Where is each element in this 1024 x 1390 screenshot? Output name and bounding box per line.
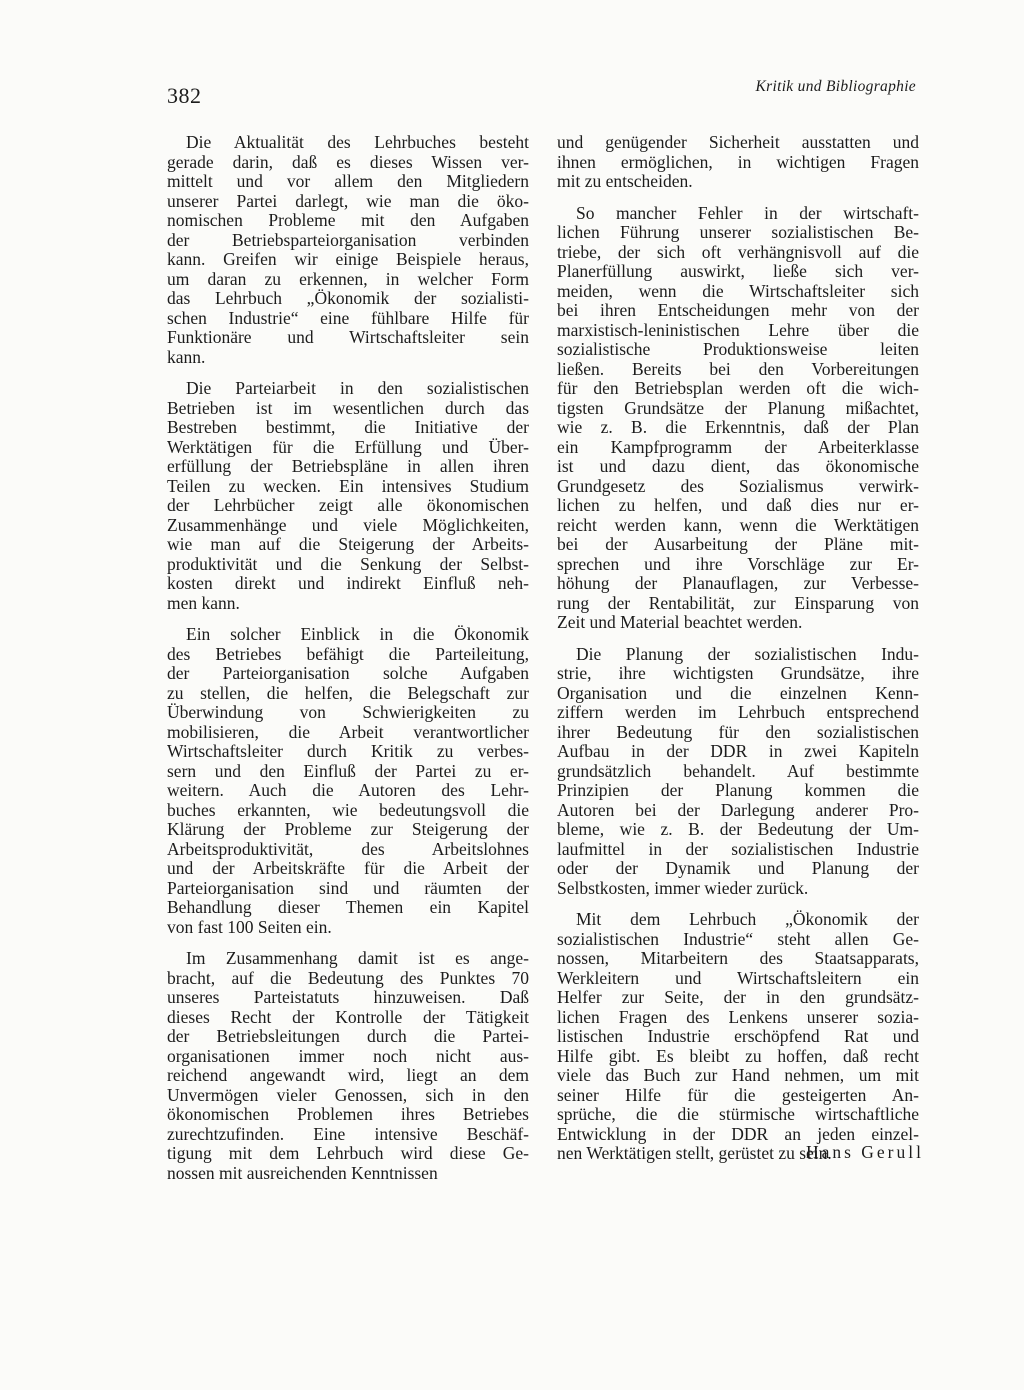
text-line: mittelt und vor allem den Mitgliedern bbox=[167, 172, 529, 191]
text-line: um daran zu erkennen, in welcher Form bbox=[167, 269, 529, 289]
text-line: Im Zusammenhang damit ist es ange- bbox=[186, 949, 529, 968]
text-line: bracht, auf die Bedeutung des Punktes 70 bbox=[167, 968, 529, 988]
paragraph-gap bbox=[557, 898, 919, 910]
text-line: unserer Partei darlegt, wie man die öko- bbox=[167, 191, 529, 211]
text-line: tigung mit dem Lehrbuch wird diese Ge- bbox=[167, 1144, 529, 1163]
text-line: ihnen ermöglichen, in wichtigen Fragen bbox=[557, 152, 919, 172]
text-line: schen Industrie“ eine fühlbare Hilfe für bbox=[167, 308, 529, 328]
paragraph bbox=[557, 204, 919, 633]
text-line: Klärung der Probleme zur Steigerung der bbox=[167, 820, 529, 839]
right-column bbox=[557, 133, 919, 1164]
text-line: ziffern werden im Lehrbuch entsprechend bbox=[557, 703, 919, 722]
text-line: laufmittel in der sozialistischen Industrie bbox=[557, 839, 919, 859]
text-line: und genügender Sicherheit ausstatten und bbox=[557, 133, 919, 152]
text-line: Autoren bei der Darlegung anderer Pro- bbox=[557, 800, 919, 820]
text-line: Planerfüllung auswirkt, ließe sich ver- bbox=[557, 262, 919, 281]
text-line: ist und dazu dient, das ökonomische bbox=[557, 457, 919, 476]
text-line: unseres Parteistatuts hinzuweisen. Daß bbox=[167, 988, 529, 1007]
text-line: bei der Ausarbeitung der Pläne mit- bbox=[557, 535, 919, 554]
text-line: sozialistische Produktionsweise leiten bbox=[557, 340, 919, 359]
text-line: höhung der Planauflagen, zur Verbesse- bbox=[557, 574, 919, 593]
paragraph bbox=[557, 133, 919, 192]
paragraph-gap bbox=[167, 613, 529, 625]
paragraph-gap bbox=[167, 367, 529, 379]
text-line: der Betriebsleitungen durch die Partei- bbox=[167, 1027, 529, 1046]
text-line: buches erkannten, wie bedeutungsvoll die bbox=[167, 800, 529, 820]
text-line: lichen Führung unserer sozialistischen Be- bbox=[557, 223, 919, 242]
text-line: das Lehrbuch „Ökonomik der sozialisti- bbox=[167, 289, 529, 308]
text-line: Zeit und Material beachtet werden. bbox=[557, 613, 803, 632]
text-line: mobilisieren, die Arbeit verantwortlicher bbox=[167, 722, 529, 742]
text-line: Bestreben bestimmt, die Initiative der bbox=[167, 418, 529, 437]
text-line: meiden, wenn die Wirtschaftsleiter sich bbox=[557, 281, 919, 301]
text-line: nossen mit ausreichenden Kenntnissen bbox=[167, 1163, 438, 1183]
text-line: triebe, der sich oft verhängnisvoll auf die bbox=[557, 242, 919, 262]
text-line: strie, ihre wichtigsten Grundsätze, ihre bbox=[557, 664, 919, 683]
text-line: grundsätzlich behandelt. Auf bestimmte bbox=[557, 761, 919, 781]
text-line: Aufbau in der DDR in zwei Kapiteln bbox=[557, 742, 919, 761]
paragraph bbox=[167, 379, 529, 613]
text-line: Parteiorganisation sind und räumten der bbox=[167, 878, 529, 898]
author-signature: Hans Gerull bbox=[805, 1142, 924, 1162]
text-line: der Betriebsparteiorganisation verbinden bbox=[167, 230, 529, 250]
text-line: des Betriebes befähigt die Parteileitung, bbox=[167, 644, 529, 664]
text-line: lichen zu helfen, und daß dies nur er- bbox=[557, 496, 919, 515]
text-line: wie z. B. die Erkenntnis, daß der Plan bbox=[557, 418, 919, 437]
text-line: Unvermögen vieler Genossen, sich in den bbox=[167, 1085, 529, 1105]
text-line: Behandlung dieser Themen ein Kapitel bbox=[167, 898, 529, 917]
text-line: tigsten Grundsätze der Planung mißachtet, bbox=[557, 398, 919, 418]
text-line: nossen, Mitarbeitern des Staatsapparats, bbox=[557, 949, 919, 968]
text-line: wie man auf die Steigerung der Arbeits- bbox=[167, 535, 529, 554]
text-line: und der Arbeitskräfte für die Arbeit der bbox=[167, 859, 529, 878]
text-line: sprüche, die die stürmische wirtschaftliche bbox=[557, 1105, 919, 1124]
text-line: bleme, wie z. B. der Bedeutung der Um- bbox=[557, 820, 919, 839]
text-line: der Parteiorganisation solche Aufgaben bbox=[167, 664, 529, 683]
text-line: Grundgesetz des Sozialismus verwirk- bbox=[557, 476, 919, 496]
text-line: sozialistischen Industrie“ steht allen Ge- bbox=[557, 929, 919, 949]
text-line: produktivität und die Senkung der Selbst- bbox=[167, 554, 529, 574]
text-line: Arbeitsproduktivität, des Arbeitslohnes bbox=[167, 839, 529, 859]
paragraph-gap bbox=[557, 633, 919, 645]
text-line: zu stellen, die helfen, die Belegschaft zur bbox=[167, 683, 529, 703]
text-line: men kann. bbox=[167, 593, 240, 613]
text-line: Die Aktualität des Lehrbuches besteht bbox=[186, 133, 529, 152]
text-line: von fast 100 Seiten ein. bbox=[167, 917, 332, 937]
text-line: ihrer Bedeutung für den sozialistischen bbox=[557, 722, 919, 742]
paragraph bbox=[167, 133, 529, 367]
text-line: Die Parteiarbeit in den sozialistischen bbox=[186, 379, 529, 398]
text-line: reicht werden kann, wenn die Werktätigen bbox=[557, 515, 919, 535]
text-line: Die Planung der sozialistischen Indu- bbox=[576, 644, 919, 664]
text-line: reichend angewandt wird, liegt an dem bbox=[167, 1066, 529, 1085]
left-column bbox=[167, 133, 529, 1183]
text-line: Werkleitern und Wirtschaftsleitern ein bbox=[557, 968, 919, 988]
text-line: Teilen zu wecken. Ein intensives Studium bbox=[167, 476, 529, 496]
text-line: Organisation und die einzelnen Kenn- bbox=[557, 683, 919, 703]
paragraph-gap bbox=[557, 192, 919, 204]
text-line: seiner Hilfe für die gesteigerten An- bbox=[557, 1085, 919, 1105]
text-line: nen Werktätigen stellt, gerüstet zu sein. bbox=[557, 1144, 832, 1163]
text-line: listischen Industrie erschöpfend Rat und bbox=[557, 1027, 919, 1046]
text-line: oder der Dynamik und Planung der bbox=[557, 859, 919, 878]
text-line: Zusammenhänge und viele Möglichkeiten, bbox=[167, 515, 529, 535]
running-head: Kritik und Bibliographie bbox=[755, 78, 916, 95]
text-line: ökonomischen Problemen ihres Betriebes bbox=[167, 1105, 529, 1124]
text-line: Betrieben ist im wesentlichen durch das bbox=[167, 398, 529, 418]
text-line: Entwicklung in der DDR an jeden einzel- bbox=[557, 1124, 919, 1144]
text-line: kann. Greifen wir einige Beispiele heraus, bbox=[167, 250, 529, 269]
text-line: sern und den Einfluß der Partei zu er- bbox=[167, 761, 529, 781]
text-line: Überwindung von Schwierigkeiten zu bbox=[167, 703, 529, 722]
paragraph bbox=[167, 625, 529, 937]
text-line: Ein solcher Einblick in die Ökonomik bbox=[186, 625, 529, 644]
text-line: erfüllung der Betriebspläne in allen ihren bbox=[167, 457, 529, 476]
text-line: viele das Buch zur Hand nehmen, um mit bbox=[557, 1066, 919, 1085]
text-line: lichen Fragen des Lenkens unserer sozia- bbox=[557, 1007, 919, 1027]
text-line: Werktätigen für die Erfüllung und Über- bbox=[167, 437, 529, 457]
text-line: rung der Rentabilität, zur Einsparung von bbox=[557, 593, 919, 613]
paragraph bbox=[557, 910, 919, 1164]
paragraph bbox=[167, 949, 529, 1183]
text-line: bei ihren Entscheidungen mehr von der bbox=[557, 301, 919, 320]
paragraph bbox=[557, 645, 919, 899]
text-line: Hilfe gibt. Es bleibt zu hoffen, daß recht bbox=[557, 1046, 919, 1066]
text-line: marxistisch-leninistischen Lehre über die bbox=[557, 320, 919, 340]
text-line: ein Kampfprogramm der Arbeiterklasse bbox=[557, 437, 919, 457]
page-number: 382 bbox=[167, 83, 202, 108]
text-line: Selbstkosten, immer wieder zurück. bbox=[557, 878, 809, 898]
text-line: kann. bbox=[167, 347, 206, 367]
text-line: mit zu entscheiden. bbox=[557, 172, 693, 191]
text-line: nomischen Probleme mit den Aufgaben bbox=[167, 211, 529, 230]
text-line: für den Betriebsplan werden oft die wich- bbox=[557, 379, 919, 398]
text-line: kosten direkt und indirekt Einfluß neh- bbox=[167, 574, 529, 593]
text-line: der Lehrbücher zeigt alle ökonomischen bbox=[167, 496, 529, 515]
text-line: zurechtzufinden. Eine intensive Beschäf- bbox=[167, 1124, 529, 1144]
text-line: Prinzipien der Planung kommen die bbox=[557, 781, 919, 800]
text-line: Funktionäre und Wirtschaftsleiter sein bbox=[167, 328, 529, 347]
text-line: weitern. Auch die Autoren des Lehr- bbox=[167, 781, 529, 800]
text-line: So mancher Fehler in der wirtschaft- bbox=[576, 203, 919, 223]
text-line: ließen. Bereits bei den Vorbereitungen bbox=[557, 359, 919, 379]
text-line: gerade darin, daß es dieses Wissen ver- bbox=[167, 152, 529, 172]
text-line: Helfer zur Seite, der in den grundsätz- bbox=[557, 988, 919, 1007]
text-line: Mit dem Lehrbuch „Ökonomik der bbox=[576, 910, 919, 929]
paragraph-gap bbox=[167, 937, 529, 949]
text-line: dieses Recht der Kontrolle der Tätigkeit bbox=[167, 1007, 529, 1027]
text-line: Wirtschaftsleiter durch Kritik zu verbes- bbox=[167, 742, 529, 761]
text-line: organisationen immer noch nicht aus- bbox=[167, 1046, 529, 1066]
text-line: sprechen und ihre Vorschläge zur Er- bbox=[557, 554, 919, 574]
